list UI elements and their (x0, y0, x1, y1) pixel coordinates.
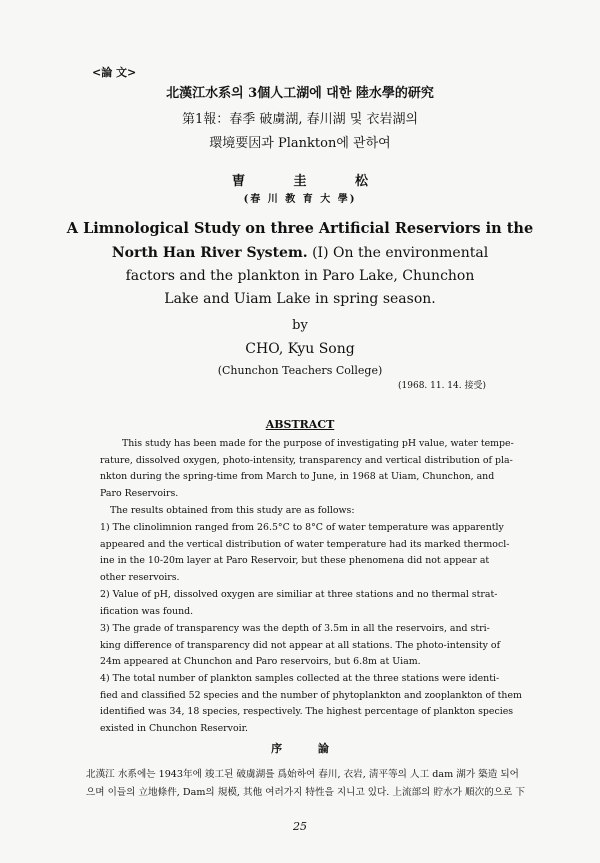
abstract-line: rature, dissolved oxygen, photo-intensity, transparency and vertical distribution of pla- (100, 454, 513, 466)
korean-title-line-2: 第1報：春季 破虜湖, 春川湖 및 衣岩湖의 (181, 112, 419, 127)
korean-title-line-3: 環境要因과 Plankton에 관하여 (209, 136, 391, 151)
article-type-label: <論 文> (92, 66, 137, 79)
english-title-bold-part: North Han River System. (111, 245, 308, 261)
page-number: 25 (293, 820, 307, 833)
introduction-line: 으며 이들의 立地條件, Dam의 規模, 其他 여러가지 特性을 지니고 있다. 上流部의 貯水가 順次的으로 下 (86, 787, 525, 798)
abstract-line: ification was found. (100, 605, 194, 617)
introduction-heading: 序 論 (271, 742, 345, 755)
abstract-result-3 (100, 621, 528, 671)
by-label: by (292, 318, 308, 333)
abstract-line: king difference of transparency did not appear at all stations. The photo-intensity of (100, 639, 501, 651)
abstract-heading: ABSTRACT (265, 418, 335, 431)
abstract-line: identified was 34, 18 species, respectively. The highest percentage of plankton species (100, 706, 514, 717)
abstract-line: 1) The clinolimnion ranged from 26.5°C to 8°C of water temperature was apparently (100, 522, 504, 533)
english-title-line-4: Lake and Uiam Lake in spring season. (164, 291, 436, 307)
abstract-line: existed in Chunchon Reservoir. (100, 722, 249, 734)
author-english: CHO, Kyu Song (245, 341, 355, 357)
received-date: (1968. 11. 14. 接受) (398, 381, 486, 391)
abstract-paragraph-1 (100, 436, 528, 502)
abstract-result-2 (100, 587, 528, 620)
affiliation-korean: (春 川 教 育 大 學) (243, 194, 357, 205)
abstract-line: ine in the 10-20m layer at Paro Reservoir, but these phenomena did not appear at (100, 555, 490, 566)
korean-title-line-1: 北漢江水系의 3個人工湖에 대한 陸水學的研究 (166, 86, 434, 101)
english-title-rest-part: (I) On the environmental (307, 245, 489, 261)
abstract-result-4 (100, 671, 528, 737)
abstract-line: 3) The grade of transparency was the depth of 3.5m in all the reservoirs, and stri- (100, 623, 490, 634)
abstract-line: fied and classified 52 species and the number of phytoplankton and zooplankton of them (100, 689, 522, 701)
introduction-line: 北漢江 水系에는 1943年에 竣工된 破虜湖를 爲始하여 春川, 衣岩, 淸平等의 人工 dam 湖가 築造 되어 (86, 769, 519, 780)
author-korean: 曺 圭 松 (231, 174, 391, 189)
introduction-paragraph (86, 766, 556, 802)
english-title-line-1: A Limnological Study on three Artificial Reserviors in the (66, 220, 534, 237)
abstract-line: 4) The total number of plankton samples collected at the three stations were identi- (100, 673, 500, 684)
abstract-result-1 (100, 520, 528, 586)
abstract-line: 2) Value of pH, dissolved oxygen are similiar at three stations and no thermal strat- (100, 589, 498, 600)
abstract-line: nkton during the spring-time from March to June, in 1968 at Uiam, Chunchon, and (100, 471, 495, 482)
abstract-line: appeared and the vertical distribution of water temperature had its marked thermocl- (100, 538, 510, 550)
abstract-line: Paro Reservoirs. (100, 487, 179, 499)
abstract-line: other reservoirs. (100, 571, 180, 583)
abstract-line: 24m appeared at Chunchon and Paro reservoirs, but 6.8m at Uiam. (100, 656, 421, 667)
english-title-line-2 (0, 245, 600, 261)
abstract-line: The results obtained from this study are as follows: (110, 505, 355, 516)
abstract-paragraph-2 (100, 503, 528, 520)
english-title-line-3: factors and the plankton in Paro Lake, Chunchon (125, 268, 475, 284)
abstract-line: This study has been made for the purpose of investigating pH value, water tempe- (122, 438, 514, 449)
affiliation-english: (Chunchon Teachers College) (217, 364, 383, 377)
